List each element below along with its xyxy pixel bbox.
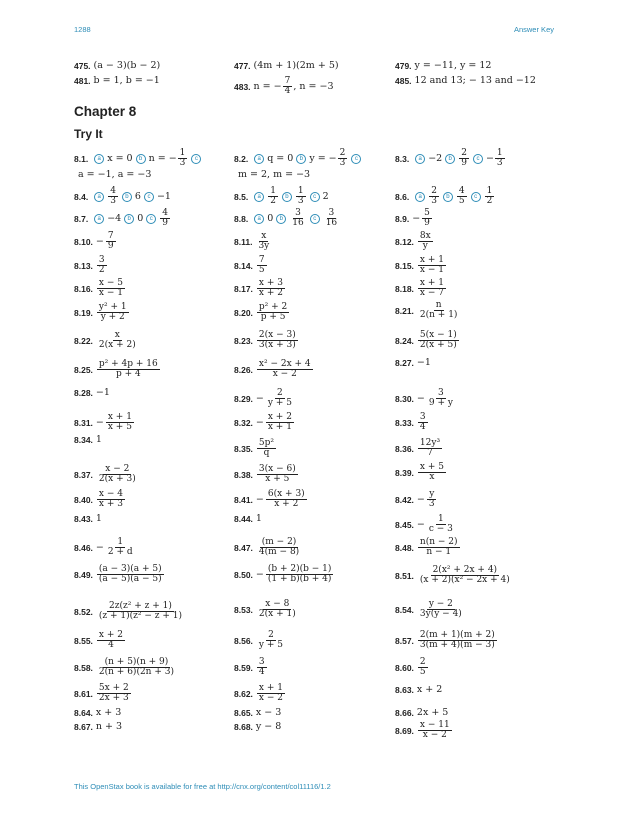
answer-8-9: 8.9. − $\frac{5}{9}$: [395, 208, 430, 229]
circle-b-icon: b: [296, 154, 306, 164]
circle-c-icon: c: [310, 214, 320, 224]
page-number: 1288: [74, 25, 91, 34]
answer-8-16: 8.16. $\frac{x - 5}{x - 1}$: [74, 278, 123, 299]
answer-8-25: 8.25. $\frac{\text{p² + 4p + 16}}{p + 4}$: [74, 359, 158, 380]
answer-8-65: 8.65. x − 3: [234, 707, 282, 718]
circle-c-icon: c: [146, 214, 156, 224]
answer-8-67: 8.67. n + 3: [74, 721, 123, 732]
circle-a-icon: a: [415, 192, 425, 202]
circle-c-icon: c: [471, 192, 481, 202]
answer-8-53: 8.53. $\frac{x - 8}{2(x + 1)}$: [234, 599, 296, 620]
answer-8-10: 8.10. − $\frac{7}{9}$: [74, 231, 114, 252]
answer-8-50: 8.50. − $\frac{(b + 2)(b - 1)}{(1 + b)(b + 4)}$: [234, 564, 332, 585]
answer-8-7: 8.7. a −4 b 0 c $\frac{4}{9}$: [74, 208, 168, 229]
answer-8-60: 8.60. $\frac{2}{5}$: [395, 657, 426, 678]
answer-475: 475. (a − 3)(b − 2): [74, 60, 161, 71]
circle-b-icon: b: [124, 214, 134, 224]
answer-8-41: 8.41. − $\frac{6(x + 3)}{x + 2}$: [234, 489, 305, 510]
answer-8-27: 8.27. −1: [395, 357, 431, 368]
answer-8-37: 8.37. $\frac{x - 2}{2(x + 3)}$: [74, 464, 136, 485]
answer-8-59: 8.59. $\frac{3}{4}$: [234, 657, 265, 678]
circle-b-icon: b: [122, 192, 132, 202]
answer-8-26: 8.26. $\frac{\text{x² − 2x + 4}}{x - 2}$: [234, 359, 311, 380]
chapter-title: Chapter 8: [74, 104, 137, 119]
footer-link[interactable]: This OpenStax book is available for free at http://cnx.org/content/col11116/1.2: [74, 782, 331, 791]
answer-8-21: 8.21. $\frac{n}{2(n + 1)}$: [395, 300, 458, 321]
answer-8-39: 8.39. $\frac{x + 5}{x}$: [395, 462, 444, 483]
circle-b-icon: b: [443, 192, 453, 202]
answer-8-12: 8.12. $\frac{8x}{y}$: [395, 231, 431, 252]
answer-481: 481. b = 1, b = −1: [74, 75, 160, 86]
answer-8-30: 8.30. − $\frac{3}{9 + y}$: [395, 388, 453, 409]
circle-a-icon: a: [94, 192, 104, 202]
answer-8-14: 8.14. $\frac{7}{5}$: [234, 255, 265, 276]
answer-8-36: 8.36. $\frac{\text{12y³}}{7}$: [395, 438, 441, 459]
answer-8-66: 8.66. 2x + 5: [395, 707, 449, 718]
circle-a-icon: a: [94, 154, 104, 164]
circle-c-icon: c: [191, 154, 201, 164]
answer-483: 483. n = − $\frac{7}{4}$ , n = −3: [234, 76, 334, 97]
answer-8-6: 8.6. a $\frac{2}{3}$ b $\frac{4}{5}$ c $\frac{1}{2}$: [395, 186, 493, 207]
answer-8-45: 8.45. − $\frac{1}{c - 3}$: [395, 514, 453, 535]
answer-479: 479. y = −11, y = 12: [395, 60, 492, 71]
answer-8-18: 8.18. $\frac{x + 1}{x - 7}$: [395, 278, 444, 299]
circle-c-icon: c: [144, 192, 154, 202]
answer-8-46: 8.46. − $\frac{1}{2 + d}$: [74, 537, 133, 558]
answer-8-34: 8.34. 1: [74, 434, 102, 445]
section-title: Try It: [74, 127, 103, 141]
answer-8-62: 8.62. $\frac{x + 1}{x - 2}$: [234, 683, 283, 704]
answer-8-15: 8.15. $\frac{x + 1}{x - 1}$: [395, 255, 444, 276]
circle-b-icon: b: [276, 214, 286, 224]
answer-8-28: 8.28. −1: [74, 387, 110, 398]
answer-8-43: 8.43. 1: [74, 513, 102, 524]
answer-8-55: 8.55. $\frac{x + 2}{4}$: [74, 630, 123, 651]
answer-8-44: 8.44. 1: [234, 513, 262, 524]
answer-8-42: 8.42. − $\frac{y}{3}$: [395, 489, 435, 510]
answer-8-32: 8.32. − $\frac{x + 2}{x + 1}$: [234, 412, 292, 433]
answer-485: 485. 12 and 13; − 13 and −12: [395, 75, 536, 86]
answer-8-40: 8.40. $\frac{x - 4}{x + 3}$: [74, 489, 123, 510]
answer-8-22: 8.22. $\frac{x}{2(x + 2)}$: [74, 330, 136, 351]
answer-8-2-c: m = 2, m = −3: [238, 169, 311, 180]
answer-8-61: 8.61. $\frac{5x + 2}{2x + 3}$: [74, 683, 129, 704]
answer-8-2: 8.2. a q = 0 b y = − $\frac{2}{3}$ c: [234, 149, 364, 169]
answer-8-23: 8.23. $\frac{2(x - 3)}{3(x + 3)}$: [234, 330, 296, 351]
circle-b-icon: b: [136, 154, 146, 164]
answer-8-11: 8.11. $\frac{x}{3y}$: [234, 231, 270, 252]
answer-8-54: 8.54. $\frac{y - 2}{3y(y - 4)}$: [395, 599, 462, 620]
answer-8-69: 8.69. $\frac{x - 11}{x - 2}$: [395, 720, 450, 741]
circle-a-icon: a: [94, 214, 104, 224]
answer-8-64: 8.64. x + 3: [74, 707, 122, 718]
answer-8-19: 8.19. $\frac{\text{y² + 1}}{y + 2}$: [74, 302, 127, 323]
answer-477: 477. (4m + 1)(2m + 5): [234, 60, 339, 71]
answer-8-13: 8.13. $\frac{3}{2}$: [74, 255, 105, 276]
answer-8-52: 8.52. $\frac{\text{2z(z² + z + 1)}}{\text{(z + 1)(z² − z + 1)}}$: [74, 601, 183, 622]
answer-8-17: 8.17. $\frac{x + 3}{x + 2}$: [234, 278, 283, 299]
circle-c-icon: c: [310, 192, 320, 202]
circle-b-icon: b: [282, 192, 292, 202]
answer-8-20: 8.20. $\frac{\text{p² + 2}}{p + 5}$: [234, 302, 288, 323]
circle-a-icon: a: [415, 154, 425, 164]
answer-8-56: 8.56. $\frac{2}{y + 5}$: [234, 630, 283, 651]
circle-a-icon: a: [254, 192, 264, 202]
answer-8-51: 8.51. $\frac{\text{2(x² + 2x + 4)}}{\text{(x + 2)(x² − 2x + 4)}}$: [395, 565, 510, 586]
answer-8-1: 8.1. a x = 0 b n = − $\frac{1}{3}$ c: [74, 149, 204, 169]
answer-8-68: 8.68. y − 8: [234, 721, 282, 732]
answer-8-33: 8.33. $\frac{3}{4}$: [395, 412, 426, 433]
answer-8-49: 8.49. $\frac{(a - 3)(a + 5)}{(a - 5)(a - 5)}$: [74, 564, 162, 585]
running-header: Answer Key: [513, 25, 554, 34]
answer-8-29: 8.29. − $\frac{2}{y + 5}$: [234, 388, 292, 409]
answer-8-3: 8.3. a −2 b $\frac{2}{9}$ c − $\frac{1}{3}$: [395, 148, 503, 169]
circle-c-icon: c: [473, 154, 483, 164]
answer-8-1-c: a = −1, a = −3: [78, 169, 152, 180]
answer-8-38: 8.38. $\frac{3(x - 6)}{x + 5}$: [234, 464, 296, 485]
answer-8-5: 8.5. a $\frac{1}{2}$ b $\frac{1}{3}$ c 2: [234, 186, 329, 207]
circle-b-icon: b: [445, 154, 455, 164]
answer-8-24: 8.24. $\frac{5(x - 1)}{2(x + 5)}$: [395, 330, 457, 351]
circle-a-icon: a: [254, 154, 264, 164]
answer-8-58: 8.58. $\frac{(n + 5)(n + 9)}{2(n + 6)(2n + 3)}$: [74, 657, 174, 678]
answer-8-35: 8.35. $\frac{\text{5p²}}{q}$: [234, 438, 275, 459]
answer-8-57: 8.57. $\frac{2(m + 1)(m + 2)}{3(m + 4)(m - 3)}$: [395, 630, 495, 651]
answer-8-48: 8.48. $\frac{n(n - 2)}{n - 1}$: [395, 537, 458, 558]
answer-8-31: 8.31. − $\frac{x + 1}{x + 5}$: [74, 412, 132, 433]
answer-8-47: 8.47. $\frac{(m - 2)}{4(m - 8)}$: [234, 537, 300, 558]
circle-a-icon: a: [254, 214, 264, 224]
answer-8-8: 8.8. a 0 b $\frac{3}{16}$ c $\frac{3}{16}$: [234, 208, 338, 229]
answer-8-63: 8.63. x + 2: [395, 684, 443, 695]
answer-8-4: 8.4. a $\frac{4}{3}$ b 6 c −1: [74, 186, 171, 207]
circle-c-icon: c: [351, 154, 361, 164]
